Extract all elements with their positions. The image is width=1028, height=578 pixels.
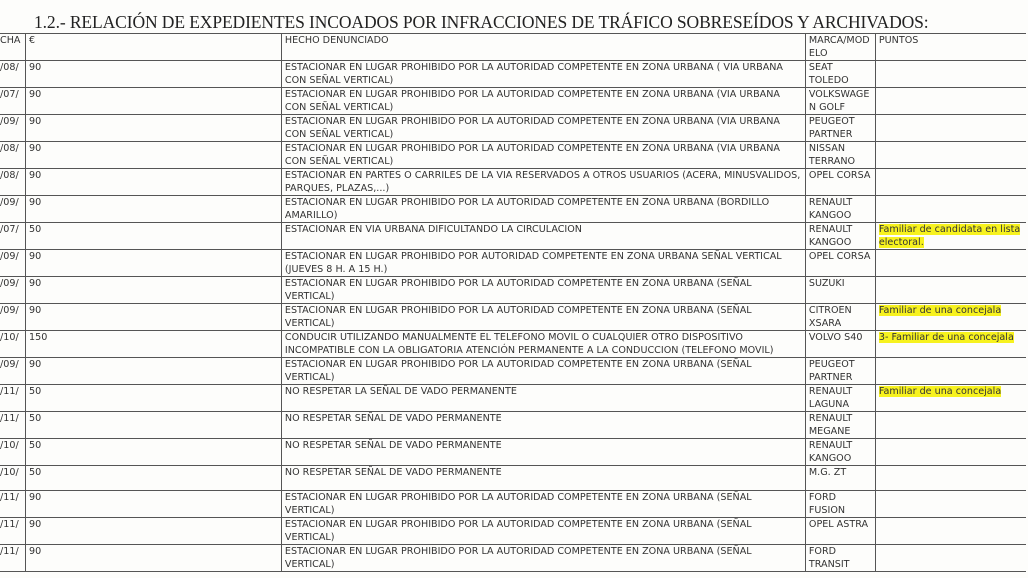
table-row	[0, 250, 1026, 277]
cell-fecha: /07/	[0, 88, 25, 115]
cell-fecha: /07/	[0, 223, 25, 250]
cell-importe: 90	[25, 169, 281, 196]
cell-importe: 50	[25, 223, 281, 250]
header-hecho: HECHO DENUNCIADO	[281, 34, 805, 61]
cell-importe: 90	[25, 277, 281, 304]
cell-fecha: /11/	[0, 412, 25, 439]
cell-puntos	[875, 88, 1026, 115]
cell-fecha: /09/	[0, 115, 25, 142]
table-row	[0, 491, 1026, 518]
cell-fecha: /09/	[0, 196, 25, 223]
cell-puntos	[875, 439, 1026, 466]
table-row	[0, 412, 1026, 439]
cell-fecha: /11/	[0, 491, 25, 518]
cell-hecho: ESTACIONAR EN LUGAR PROHIBIDO POR LA AUTORIDAD COMPETENTE EN ZONA URBANA (SEÑAL VERTICAL)	[281, 545, 805, 572]
cell-marca: RENAULT KANGOO	[805, 223, 875, 250]
cell-hecho: ESTACIONAR EN PARTES O CARRILES DE LA VIA RESERVADOS A OTROS USUARIOS (ACERA, MINUSVALIDOS, PARQUES, PLAZAS,...)	[281, 169, 805, 196]
cell-marca: RENAULT KANGOO	[805, 439, 875, 466]
cell-hecho: NO RESPETAR LA SEÑAL DE VADO PERMANENTE	[281, 385, 805, 412]
cell-marca: OPEL CORSA	[805, 169, 875, 196]
table-header-row	[0, 34, 1026, 61]
cell-importe: 90	[25, 250, 281, 277]
table-row	[0, 545, 1026, 572]
expedientes-table	[0, 33, 1026, 572]
table-row	[0, 518, 1026, 545]
cell-marca: M.G. ZT	[805, 466, 875, 491]
table-row	[0, 358, 1026, 385]
cell-fecha: /09/	[0, 304, 25, 331]
cell-hecho: ESTACIONAR EN LUGAR PROHIBIDO POR LA AUTORIDAD COMPETENTE EN ZONA URBANA (SEÑAL VERTICAL)	[281, 491, 805, 518]
cell-marca: NISSAN TERRANO	[805, 142, 875, 169]
cell-marca: RENAULT MEGANE	[805, 412, 875, 439]
cell-hecho: ESTACIONAR EN LUGAR PROHIBIDO POR AUTORIDAD COMPETENTE EN ZONA URBANA SEÑAL VERTICAL (JUEVES 8 H. A 15 H.)	[281, 250, 805, 277]
table-row	[0, 385, 1026, 412]
cell-fecha: /11/	[0, 545, 25, 572]
cell-hecho: NO RESPETAR SEÑAL DE VADO PERMANENTE	[281, 439, 805, 466]
cell-importe: 50	[25, 466, 281, 491]
highlighted-note: 3- Familiar de una concejala	[878, 332, 1014, 343]
table-row	[0, 331, 1026, 358]
highlighted-note: Familiar de una concejala	[878, 305, 1002, 316]
cell-importe: 90	[25, 61, 281, 88]
table-row	[0, 439, 1026, 466]
table-row	[0, 169, 1026, 196]
header-puntos: PUNTOS	[875, 34, 1026, 61]
cell-hecho: ESTACIONAR EN LUGAR PROHIBIDO POR LA AUTORIDAD COMPETENTE EN ZONA URBANA (SEÑAL VERTICAL)	[281, 277, 805, 304]
cell-hecho: ESTACIONAR EN LUGAR PROHIBIDO POR LA AUTORIDAD COMPETENTE EN ZONA URBANA (SEÑAL VERTICAL)	[281, 304, 805, 331]
header-fecha: CHA	[0, 34, 25, 61]
cell-puntos	[875, 518, 1026, 545]
cell-marca: PEUGEOT PARTNER	[805, 358, 875, 385]
document-title: 1.2.- RELACIÓN DE EXPEDIENTES INCOADOS POR INFRACCIONES DE TRÁFICO SOBRESEÍDOS Y ARCHIVADOS:	[34, 12, 929, 32]
cell-importe: 90	[25, 115, 281, 142]
cell-puntos	[875, 466, 1026, 491]
cell-hecho: ESTACIONAR EN LUGAR PROHIBIDO POR LA AUTORIDAD COMPETENTE EN ZONA URBANA (SEÑAL VERTICAL)	[281, 518, 805, 545]
cell-puntos	[875, 142, 1026, 169]
cell-marca: OPEL ASTRA	[805, 518, 875, 545]
cell-puntos	[875, 304, 1026, 331]
cell-puntos	[875, 385, 1026, 412]
cell-importe: 50	[25, 439, 281, 466]
cell-puntos	[875, 250, 1026, 277]
cell-fecha: /08/	[0, 61, 25, 88]
cell-importe: 90	[25, 196, 281, 223]
cell-marca: RENAULT KANGOO	[805, 196, 875, 223]
cell-importe: 90	[25, 88, 281, 115]
cell-marca: FORD FUSION	[805, 491, 875, 518]
cell-fecha: /10/	[0, 331, 25, 358]
cell-importe: 50	[25, 412, 281, 439]
cell-marca: RENAULT LAGUNA	[805, 385, 875, 412]
cell-fecha: /08/	[0, 142, 25, 169]
cell-importe: 90	[25, 518, 281, 545]
cell-hecho: ESTACIONAR EN LUGAR PROHIBIDO POR LA AUTORIDAD COMPETENTE EN ZONA URBANA ( VIA URBANA CON SEÑAL VERTICAL)	[281, 61, 805, 88]
cell-puntos	[875, 115, 1026, 142]
cell-puntos	[875, 412, 1026, 439]
cell-importe: 90	[25, 358, 281, 385]
cell-fecha: /11/	[0, 385, 25, 412]
cell-importe: 90	[25, 545, 281, 572]
highlighted-note: Familiar de una concejala	[878, 386, 1002, 397]
cell-hecho: ESTACIONAR EN LUGAR PROHIBIDO POR LA AUTORIDAD COMPETENTE EN ZONA URBANA (VIA URBANA CON SEÑAL VERTICAL)	[281, 142, 805, 169]
cell-marca: CITROEN XSARA	[805, 304, 875, 331]
table-row	[0, 61, 1026, 88]
cell-marca: FORD TRANSIT	[805, 545, 875, 572]
cell-marca: PEUGEOT PARTNER	[805, 115, 875, 142]
cell-fecha: /11/	[0, 518, 25, 545]
cell-puntos	[875, 277, 1026, 304]
cell-hecho: NO RESPETAR SEÑAL DE VADO PERMANENTE	[281, 412, 805, 439]
highlighted-note: Familiar de candidata en lista electoral.	[878, 224, 1021, 248]
table-row	[0, 142, 1026, 169]
cell-marca: VOLVO S40	[805, 331, 875, 358]
table-row	[0, 277, 1026, 304]
cell-puntos	[875, 223, 1026, 250]
cell-marca: SEAT TOLEDO	[805, 61, 875, 88]
cell-hecho: ESTACIONAR EN LUGAR PROHIBIDO POR LA AUTORIDAD COMPETENTE EN ZONA URBANA (VIA URBANA CON SEÑAL VERTICAL)	[281, 88, 805, 115]
cell-hecho: ESTACIONAR EN LUGAR PROHIBIDO POR LA AUTORIDAD COMPETENTE EN ZONA URBANA (SEÑAL VERTICAL)	[281, 358, 805, 385]
cell-fecha: /09/	[0, 277, 25, 304]
cell-marca: SUZUKI	[805, 277, 875, 304]
header-marca: MARCA/MOD ELO	[805, 34, 875, 61]
cell-marca: OPEL CORSA	[805, 250, 875, 277]
cell-fecha: /09/	[0, 358, 25, 385]
cell-hecho: ESTACIONAR EN LUGAR PROHIBIDO POR LA AUTORIDAD COMPETENTE EN ZONA URBANA (VIA URBANA CON SEÑAL VERTICAL)	[281, 115, 805, 142]
cell-hecho: ESTACIONAR EN LUGAR PROHIBIDO POR LA AUTORIDAD COMPETENTE EN ZONA URBANA (BORDILLO AMARILLO)	[281, 196, 805, 223]
cell-hecho: CONDUCIR UTILIZANDO MANUALMENTE EL TELEFONO MOVIL O CUALQUIER OTRO DISPOSITIVO INCOMPATIBLE CON LA OBLIGATORIA ATENCIÓN PERMANENTE A LA CONDUCCION (TELEFONO MOVIL)	[281, 331, 805, 358]
cell-hecho: NO RESPETAR SEÑAL DE VADO PERMANENTE	[281, 466, 805, 491]
table-row	[0, 88, 1026, 115]
cell-puntos	[875, 196, 1026, 223]
cell-fecha: /09/	[0, 250, 25, 277]
cell-hecho: ESTACIONAR EN VIA URBANA DIFICULTANDO LA CIRCULACION	[281, 223, 805, 250]
table-row	[0, 304, 1026, 331]
table-row	[0, 196, 1026, 223]
cell-marca: VOLKSWAGE N GOLF	[805, 88, 875, 115]
table-row	[0, 115, 1026, 142]
cell-puntos	[875, 545, 1026, 572]
cell-puntos	[875, 358, 1026, 385]
cell-fecha: /08/	[0, 169, 25, 196]
cell-puntos	[875, 331, 1026, 358]
cell-puntos	[875, 491, 1026, 518]
cell-importe: 150	[25, 331, 281, 358]
cell-fecha: /10/	[0, 439, 25, 466]
cell-importe: 90	[25, 491, 281, 518]
cell-importe: 50	[25, 385, 281, 412]
table-row	[0, 466, 1026, 491]
cell-puntos	[875, 169, 1026, 196]
header-importe: €	[25, 34, 281, 61]
cell-fecha: /10/	[0, 466, 25, 491]
table-row	[0, 223, 1026, 250]
cell-puntos	[875, 61, 1026, 88]
cell-importe: 90	[25, 304, 281, 331]
cell-importe: 90	[25, 142, 281, 169]
